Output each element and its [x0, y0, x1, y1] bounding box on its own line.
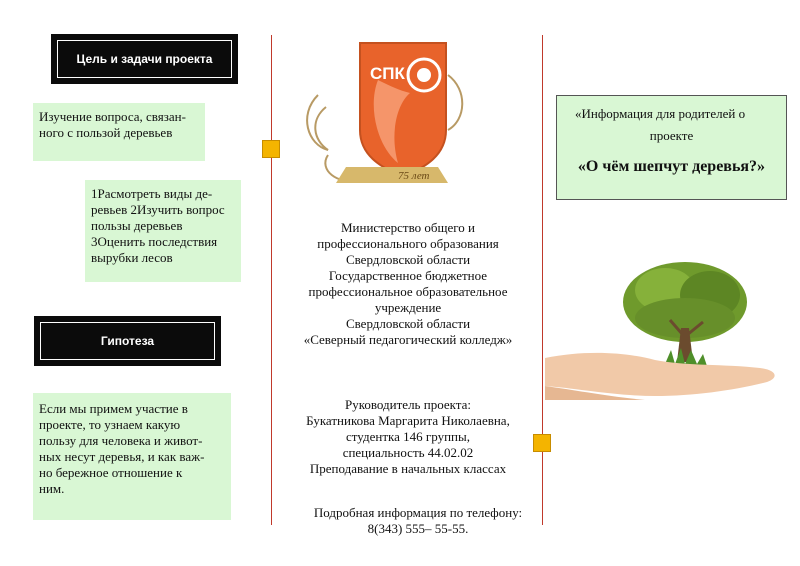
goal-header-text: Цель и задачи проекта	[57, 40, 232, 78]
hypothesis-header	[35, 317, 220, 365]
leader-line: Букатникова Маргарита Николаевна,	[306, 413, 510, 428]
contact-line: Подробная информация по телефону:	[313, 505, 523, 520]
logo-abbr: СПК	[370, 64, 405, 83]
goal-text: Изучение вопроса, связан-ного с пользой деревьев	[39, 109, 186, 140]
org-line: Государственное бюджетное	[328, 268, 488, 283]
leader-line: Преподавание в начальных классах	[309, 461, 507, 476]
tasks-line: пользы деревьев	[91, 218, 183, 233]
contact-line: 8(343) 555– 55-55.	[367, 521, 469, 536]
org-line: Свердловской области	[345, 252, 471, 267]
divider-left	[271, 35, 272, 525]
tasks-line: вырубки лесов	[91, 250, 173, 265]
info-line-2: проекте	[649, 128, 694, 143]
logo-anniversary: 75 лет	[398, 170, 430, 182]
marker-left	[262, 140, 280, 158]
project-title: «О чём шепчут деревья?»	[577, 158, 766, 175]
tasks-line: 3Оценить последствия	[91, 234, 218, 249]
org-line: профессионального образования	[317, 236, 499, 251]
leader-line: Руководитель проекта:	[344, 397, 471, 412]
org-line: профессиональное образовательное	[308, 284, 508, 299]
tasks-line: ревьев 2Изучить вопрос	[91, 202, 225, 217]
hypothesis-line: но бережное отношение к	[39, 465, 183, 480]
college-logo	[298, 35, 476, 195]
org-line: Министерство общего и	[340, 220, 475, 235]
goal-text-box	[33, 103, 205, 161]
leader-line: специальность 44.02.02	[342, 445, 474, 460]
hypothesis-line: Если мы примем участие в	[39, 401, 188, 416]
marker-right	[533, 434, 551, 452]
hypothesis-line: пользу для человека и живот-	[39, 433, 203, 448]
hypothesis-header-text: Гипотеза	[40, 322, 215, 360]
leader-block	[282, 397, 534, 477]
tasks-line: 1Расмотреть виды де-	[91, 186, 213, 201]
info-title-box	[556, 95, 787, 200]
hypothesis-box	[33, 393, 231, 520]
contact-block	[282, 505, 554, 537]
org-line: учреждение	[374, 300, 442, 315]
hypothesis-line: ним.	[39, 481, 65, 496]
goal-header	[52, 35, 237, 83]
leader-line: студентка 146 группы,	[346, 429, 470, 444]
hypothesis-line: ных несут деревья, и как важ-	[39, 449, 205, 464]
hand-with-tree-image	[545, 250, 785, 420]
org-line: Свердловской области	[345, 316, 471, 331]
tasks-box	[85, 180, 241, 282]
organization-block	[282, 220, 534, 348]
org-line: «Северный педагогический колледж»	[303, 332, 513, 347]
info-line-1: «Информация для родителей о	[575, 106, 746, 121]
hypothesis-line: проекте, то узнаем какую	[39, 417, 181, 432]
